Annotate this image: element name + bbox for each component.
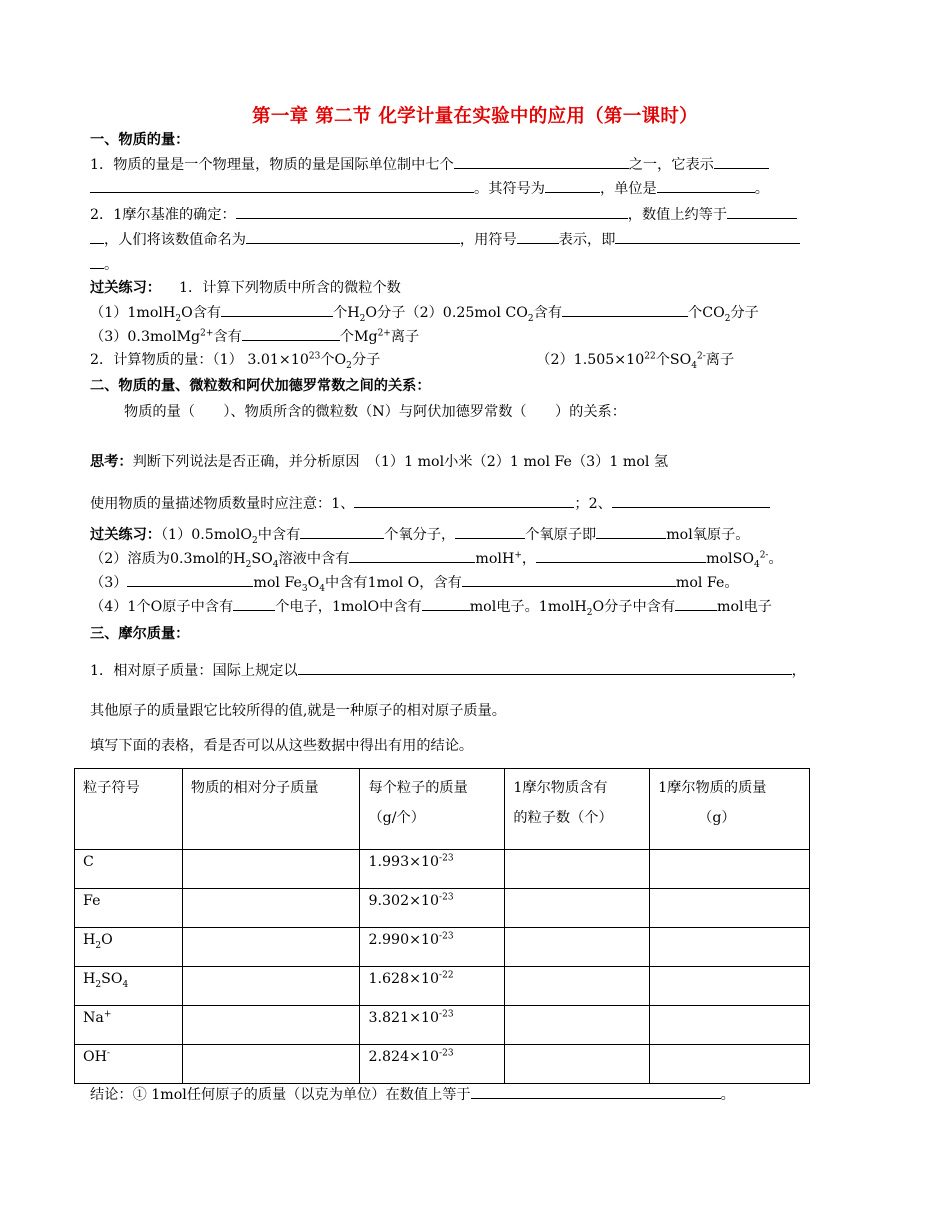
particle-cell: $H_2SO_4$ [75, 967, 183, 1006]
table-row [75, 1006, 810, 1045]
blank[interactable] [657, 178, 755, 193]
blank[interactable] [236, 204, 628, 219]
particle-cell: Na+ [75, 1006, 183, 1045]
blank[interactable] [471, 1084, 721, 1099]
blank[interactable] [354, 493, 574, 508]
practice-1-line-2: （3）0.3molMg$^{2+}$含有 个$Mg^{2+}$离子 [90, 326, 419, 347]
blank[interactable] [221, 302, 333, 317]
blank[interactable] [349, 548, 475, 563]
blank-cell[interactable] [650, 889, 810, 928]
blank-cell[interactable] [505, 1006, 650, 1045]
table-instruction: 填写下面的表格，看是否可以从这些数据中得出有用的结论。 [90, 738, 474, 754]
blank-cell[interactable] [650, 1045, 810, 1084]
blank-cell[interactable] [182, 1045, 360, 1084]
blank-cell[interactable] [650, 1006, 810, 1045]
page-title: 第一章 第二节 化学计量在实验中的应用（第一课时） [252, 106, 698, 127]
relation-line: 物质的量（ ）、物质所含的微粒数（N）与阿伏加德罗常数（ ）的关系： [124, 404, 626, 420]
question-2-line-2: ，人们将该数值命名为 ，用符号 表示，即 [90, 229, 800, 250]
blank-cell[interactable] [505, 1045, 650, 1084]
blank-cell[interactable] [182, 928, 360, 967]
practice-1-line-1: （1）1molH$_2$O含有 个$H_2O$分子（2）0.25mol $CO_2$含有 个$CO_2$分子 [90, 302, 759, 323]
blank-cell[interactable] [650, 928, 810, 967]
mass-cell: $3.821\times 10^{-23}$ [360, 1006, 505, 1045]
table-header-row [75, 769, 810, 850]
blank[interactable] [246, 229, 460, 244]
relative-mass-line: 1．相对原子质量：国际上规定以 ， [90, 660, 806, 681]
blank[interactable] [90, 254, 104, 269]
practice-2-line-2: （2）溶质为0.3mol的$H_2SO_4$溶液中含有 molH+， molSO$_4^{2-}$。 [90, 548, 783, 569]
relative-mass-paragraph: 其他原子的质量跟它比较所得的值,就是一种原子的相对原子质量。 [90, 703, 506, 719]
mass-cell: $1.628\times 10^{-22}$ [360, 967, 505, 1006]
think-line: 思考：判断下列说法是否正确，并分析原因 （1）1 mol小米（2）1 mol Fe（3）1 mol 氢 [90, 454, 669, 470]
particle-cell: Fe [75, 889, 183, 928]
table-row [75, 850, 810, 889]
blank-cell[interactable] [505, 889, 650, 928]
blank[interactable] [562, 302, 688, 317]
blank[interactable] [242, 326, 340, 341]
data-table [74, 768, 810, 1084]
conclusion-line: 结论：① 1mol任何原子的质量（以克为单位）在数值上等于 。 [90, 1084, 735, 1105]
particle-cell: $H_2O$ [75, 928, 183, 967]
blank-cell[interactable] [505, 928, 650, 967]
question-1-line-1: 1．物质的量是一个物理量，物质的量是国际单位制中七个 之一，它表示 [90, 154, 769, 175]
blank[interactable] [545, 178, 600, 193]
blank-cell[interactable] [182, 1006, 360, 1045]
blank[interactable] [300, 524, 384, 539]
blank-cell[interactable] [182, 967, 360, 1006]
blank[interactable] [675, 596, 717, 611]
blank-cell[interactable] [182, 850, 360, 889]
blank[interactable] [90, 178, 474, 193]
table-row [75, 1045, 810, 1084]
blank[interactable] [517, 229, 559, 244]
table-row [75, 889, 810, 928]
practice-2-line-4: （4）1个O原子中含有 个电子，1molO中含有 mol电子。1molH$_2$O分子中含有 mol电子 [90, 596, 772, 617]
header-particles-per-mole: 1摩尔物质含有 的粒子数（个） [505, 769, 650, 850]
blank[interactable] [422, 596, 470, 611]
question-2-line-1: 2．1摩尔基准的确定： ，数值上约等于 [90, 204, 797, 225]
blank[interactable] [612, 493, 770, 508]
practice-1-line-3: 2．计算物质的量：（1） $3.01\times 10^{23}$个$O_2$分子 $(2)1.505\times 10^{22}$个$SO_4^{2-}$离子 [90, 351, 735, 371]
blank[interactable] [615, 229, 800, 244]
mass-cell: $2.990\times 10^{-23}$ [360, 928, 505, 967]
question-2-line-3: 。 [90, 254, 118, 275]
header-relative-molecular-mass: 物质的相对分子质量 [182, 769, 360, 850]
section-1-heading: 一、物质的量： [90, 132, 190, 148]
note-line: 使用物质的量描述物质数量时应注意：1、 ；2、 [90, 493, 770, 514]
blank[interactable] [727, 204, 797, 219]
blank[interactable] [233, 596, 275, 611]
mass-cell: $2.824\times 10^{-23}$ [360, 1045, 505, 1084]
blank-cell[interactable] [650, 967, 810, 1006]
blank-cell[interactable] [650, 850, 810, 889]
section-3-heading: 三、摩尔质量： [90, 626, 190, 642]
table-row [75, 967, 810, 1006]
blank-cell[interactable] [182, 889, 360, 928]
practice-2-line-3: （3） mol $Fe_3O_4$中含有1mol O，含有 mol Fe。 [90, 572, 739, 593]
particle-cell: OH- [75, 1045, 183, 1084]
header-mass-per-particle: 每个粒子的质量 （g/个） [360, 769, 505, 850]
practice-1-intro: 过关练习： 1．计算下列物质中所含的微粒个数 [90, 280, 401, 296]
blank[interactable] [127, 572, 253, 587]
mass-cell: $1.993\times 10^{-23}$ [360, 850, 505, 889]
mass-cell: $9.302\times 10^{-23}$ [360, 889, 505, 928]
header-molar-mass: 1摩尔物质的质量 （g） [650, 769, 810, 850]
blank[interactable] [298, 660, 792, 675]
question-1-line-2: 。其符号为 ，单位是 。 [90, 178, 769, 199]
blank[interactable] [536, 548, 706, 563]
blank[interactable] [454, 154, 629, 169]
blank[interactable] [714, 154, 769, 169]
table-row [75, 928, 810, 967]
section-2-heading: 二、物质的量、微粒数和阿伏加德罗常数之间的关系： [90, 378, 431, 394]
blank-cell[interactable] [505, 967, 650, 1006]
blank[interactable] [90, 229, 104, 244]
practice-2-line-1: 过关练习：（1）0.5molO$_2$中含有 个氧分子， 个氧原子即 mol氧原子。 [90, 524, 750, 545]
blank[interactable] [596, 524, 666, 539]
blank[interactable] [462, 572, 676, 587]
blank[interactable] [455, 524, 525, 539]
header-particle-symbol: 粒子符号 [75, 769, 183, 850]
particle-cell: C [75, 850, 183, 889]
blank-cell[interactable] [505, 850, 650, 889]
